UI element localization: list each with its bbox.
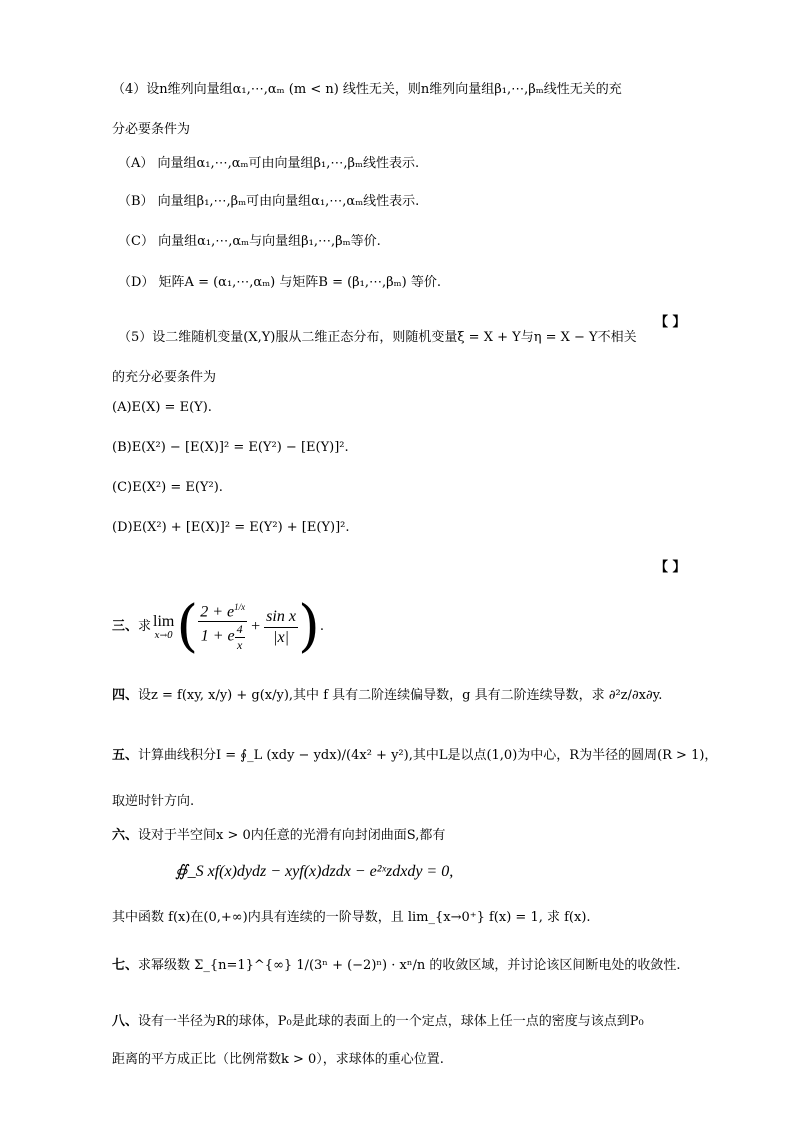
- p3-f1-numerator: $2 + e^{1/x}$: [198, 602, 247, 623]
- q5-option-a: (A)E(X) = E(Y).: [112, 400, 212, 415]
- p7-label: 七、: [112, 958, 139, 973]
- q4-option-a: （A） 向量组α₁,⋯,αₘ可由向量组β₁,⋯,βₘ线性表示.: [118, 156, 420, 171]
- q4-stem-line2: 分必要条件为: [112, 122, 191, 137]
- p6-label: 六、: [112, 828, 139, 843]
- p8-line2: 距离的平方成正比（比例常数k > 0），求球体的重心位置.: [112, 1052, 444, 1067]
- q4-option-b: （B） 向量组β₁,⋯,βₘ可由向量组α₁,⋯,αₘ线性表示.: [118, 194, 420, 209]
- p8-text1: 设有一半径为R的球体，P₀是此球的表面上的一个定点，球体上任一点的密度与该点到P₀: [138, 1014, 644, 1029]
- p3-fraction-1: [198, 602, 247, 652]
- q4-answer-bracket: 【 】: [655, 315, 686, 330]
- p7-line: [112, 958, 680, 974]
- p5-line1: [112, 748, 717, 764]
- p5-line2: 取逆时针方向.: [112, 794, 195, 809]
- p3-right-paren: ): [297, 594, 320, 659]
- p7-text: 求幂级数 Σ_{n=1}^{∞} 1/(3ⁿ + (−2)ⁿ) · xⁿ/n 的收敛区域，并讨论该区间断电处的收敛性.: [138, 958, 681, 973]
- p6-line1: [112, 828, 445, 844]
- p3-f1-denominator: 1 + e $\frac{4}{x}$: [200, 622, 243, 652]
- p8-line1: [112, 1014, 644, 1030]
- p3-line: [112, 592, 324, 662]
- p3-fraction-2: [264, 607, 298, 646]
- p3-end: .: [319, 619, 324, 635]
- p3-f1-den-fraction: $\frac{4}{x}$: [236, 622, 243, 652]
- p3-f2-denominator: |x|: [273, 628, 290, 646]
- p8-label: 八、: [112, 1014, 139, 1029]
- p3-label: 三、: [112, 619, 139, 635]
- q5-option-d: (D)E(X²) + [E(X)]² = E(Y²) + [E(Y)]².: [112, 520, 350, 535]
- q4-stem-line1: （4）设n维列向量组α₁,⋯,αₘ (m < n) 线性无关，则n维列向量组β₁,⋯,βₘ线性无关的充: [112, 82, 622, 97]
- p3-lim-sub: x→0: [154, 631, 173, 642]
- p4-text: 设z = f(xy, x/y) + g(x/y),其中 f 具有二阶连续偏导数，g 具有二阶连续导数，求 ∂²z/∂x∂y.: [138, 688, 663, 703]
- p6-text1: 设对于半空间x > 0内任意的光滑有向封闭曲面S,都有: [138, 828, 446, 843]
- q5-stem-line1: （5）设二维随机变量(X,Y)服从二维正态分布，则随机变量ξ = X + Y与η = X − Y不相关: [118, 330, 637, 345]
- p3-plus: +: [251, 618, 261, 636]
- p3-lim: lim: [153, 613, 175, 630]
- p6-line2: 其中函数 f(x)在(0,+∞)内具有连续的一阶导数，且 lim_{x→0⁺} f(x) = 1, 求 f(x).: [112, 910, 591, 925]
- p4-line: [112, 688, 662, 704]
- p3-limit: [153, 612, 174, 642]
- p3-f2-numerator: sin x: [264, 607, 298, 627]
- p5-label: 五、: [112, 748, 139, 763]
- p3-f1-exponent: 1/x: [234, 601, 246, 612]
- p6-formula: ∯_S xf(x)dydz − xyf(x)dzdx − e²ˣzdxdy = 0,: [175, 863, 454, 880]
- q4-option-d: （D） 矩阵A = (α₁,⋯,αₘ) 与矩阵B = (β₁,⋯,βₘ) 等价.: [118, 275, 441, 290]
- q5-option-c: (C)E(X²) = E(Y²).: [112, 480, 223, 495]
- p5-text1: 计算曲线积分I = ∮_L (xdy − ydx)/(4x² + y²),其中L是以点(1,0)为中心，R为半径的圆周(R > 1)，: [138, 748, 718, 763]
- q5-answer-bracket: 【 】: [655, 560, 686, 575]
- q4-option-c: （C） 向量组α₁,⋯,αₘ与向量组β₁,⋯,βₘ等价.: [118, 234, 381, 249]
- p3-pre: 求: [138, 619, 152, 635]
- q5-stem-line2: 的充分必要条件为: [112, 370, 217, 385]
- p4-label: 四、: [112, 688, 139, 703]
- q5-option-b: (B)E(X²) − [E(X)]² = E(Y²) − [E(Y)]².: [112, 440, 349, 455]
- p3-left-paren: (: [176, 594, 199, 659]
